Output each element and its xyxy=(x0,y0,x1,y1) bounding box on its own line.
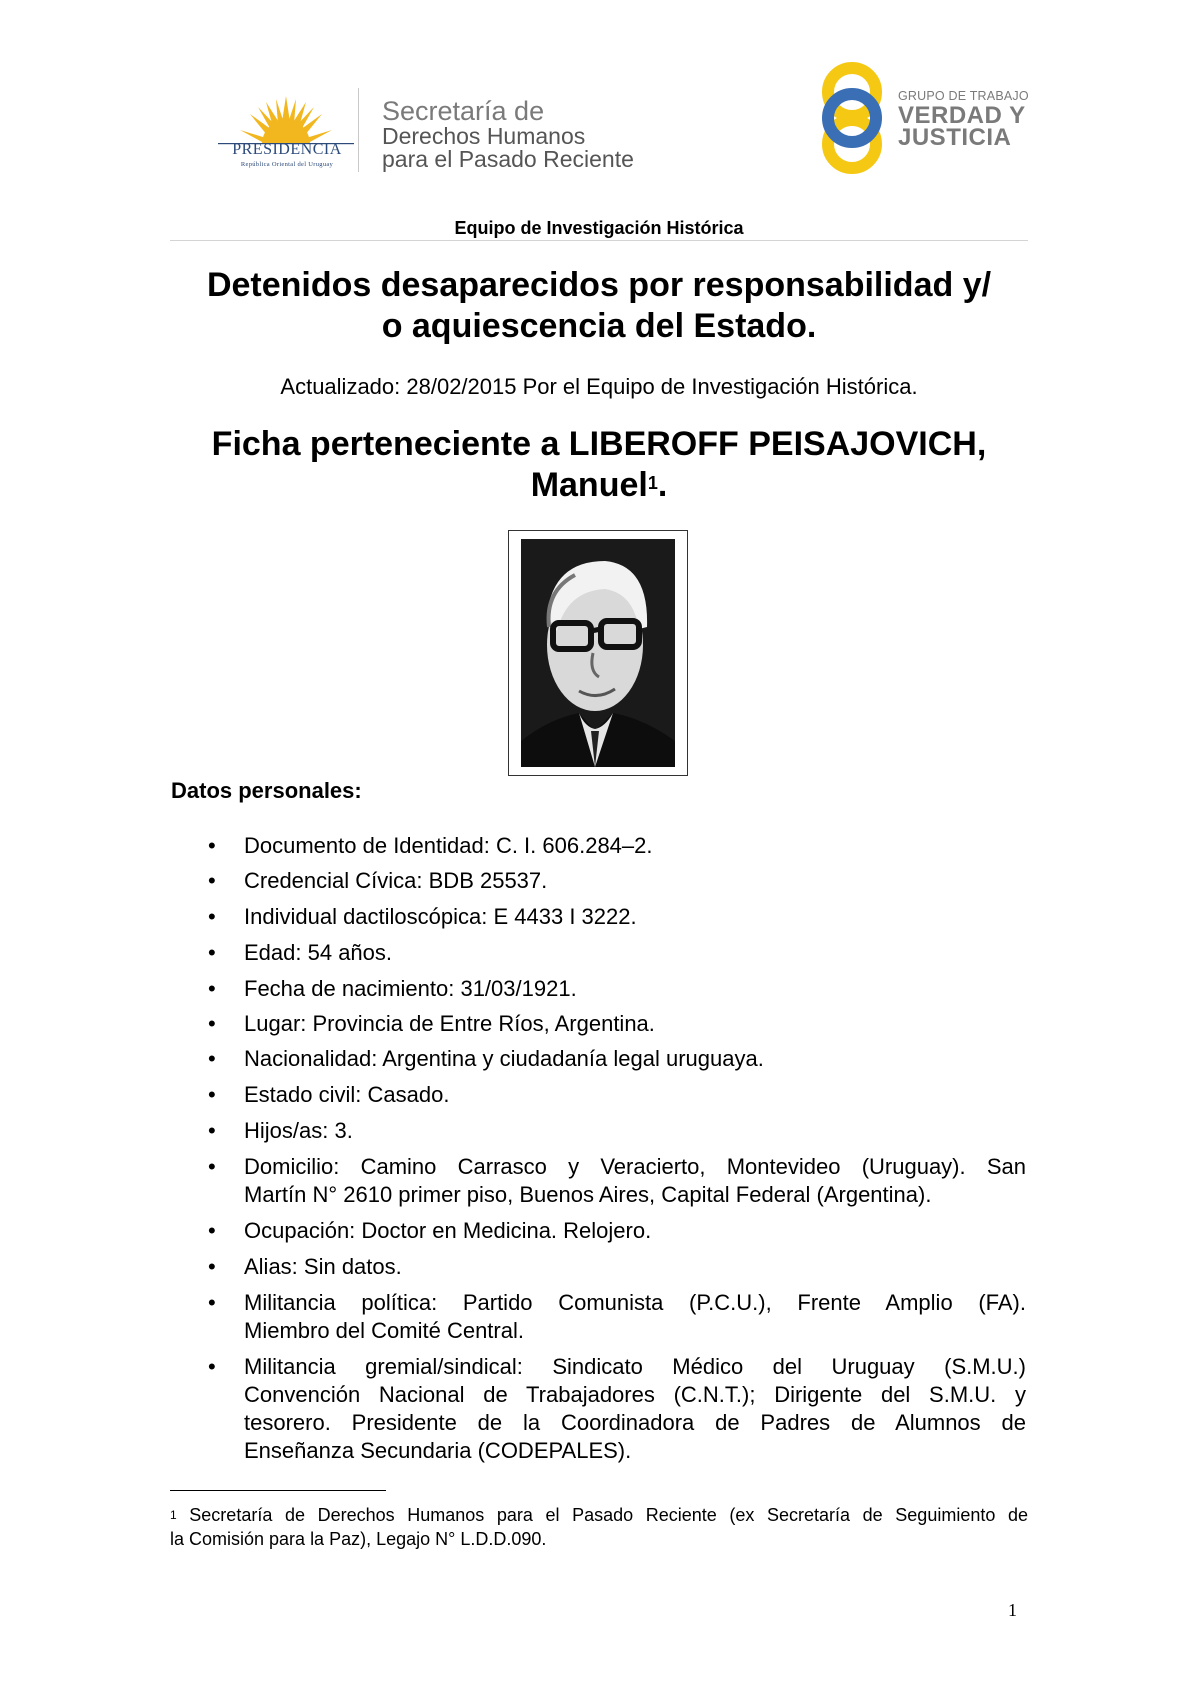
list-item-militancia-politica-line1: Militancia política: Partido Comunista (P.C.U.), Frente Amplio (FA). xyxy=(244,1290,1026,1315)
verdad-justicia-line3: JUSTICIA xyxy=(898,124,1012,151)
list-item-hijos: Hijos/as: 3. xyxy=(244,1118,353,1143)
footnote-line1 xyxy=(170,1502,1028,1529)
list-item-lugar: Lugar: Provincia de Entre Ríos, Argentina. xyxy=(244,1011,655,1036)
footnote-rule xyxy=(170,1490,386,1491)
verdad-justicia-line1: GRUPO DE TRABAJO xyxy=(898,89,1029,103)
ficha-period: . xyxy=(657,466,668,504)
list-item-militancia-gremial-line4: Enseñanza Secundaria (CODEPALES). xyxy=(244,1438,632,1463)
bullet-icon: • xyxy=(208,1290,216,1315)
list-item-militancia-gremial-line2: Convención Nacional de Trabajadores (C.N.T.); Dirigente del S.M.U. y xyxy=(244,1382,1026,1407)
bullet-icon: • xyxy=(208,976,216,1001)
list-item-credencial: Credencial Cívica: BDB 25537. xyxy=(244,868,548,893)
presidencia-subtitle: República Oriental del Uruguay xyxy=(240,161,334,168)
bullet-icon: • xyxy=(208,1011,216,1036)
ficha-name: Manuel xyxy=(530,466,648,504)
footnote-text: Secretaría de Derechos Humanos para el Pasado Reciente (ex Secretaría de Seguimiento de xyxy=(176,1505,1028,1525)
list-item-documento: Documento de Identidad: C. I. 606.284–2. xyxy=(244,833,653,858)
bullet-icon: • xyxy=(208,1082,216,1107)
ficha-title-line1: Ficha perteneciente a LIBEROFF PEISAJOVICH, xyxy=(211,425,987,463)
bullet-icon: • xyxy=(208,1046,216,1071)
bullet-icon: • xyxy=(208,1154,216,1179)
secretaria-title-line2: Derechos Humanos xyxy=(382,123,586,149)
page-number: 1 xyxy=(1008,1600,1017,1620)
list-item-militancia-politica-line2: Miembro del Comité Central. xyxy=(244,1318,524,1343)
list-item-alias: Alias: Sin datos. xyxy=(244,1254,402,1279)
updated-line: Actualizado: 28/02/2015 Por el Equipo de Investigación Histórica. xyxy=(280,374,918,399)
list-item-domicilio-line1: Domicilio: Camino Carrasco y Veracierto, Montevideo (Uruguay). San xyxy=(244,1154,1026,1179)
portrait-image-icon xyxy=(509,531,687,775)
list-item-estado-civil: Estado civil: Casado. xyxy=(244,1082,450,1107)
list-item-edad: Edad: 54 años. xyxy=(244,940,393,965)
main-title-line1: Detenidos desaparecidos por responsabilidad y/ xyxy=(206,266,992,304)
list-item-dactiloscopica: Individual dactiloscópica: E 4433 I 3222. xyxy=(244,904,637,929)
list-item-militancia-gremial-line1: Militancia gremial/sindical: Sindicato Médico del Uruguay (S.M.U.) xyxy=(244,1354,1026,1379)
list-item-fecha-nacimiento: Fecha de nacimiento: 31/03/1921. xyxy=(244,976,577,1001)
presidencia-wordmark: PRESIDENCIA xyxy=(232,141,342,158)
bullet-icon: • xyxy=(208,1218,216,1243)
secretaria-title-line1: Secretaría de xyxy=(382,96,545,126)
list-item-nacionalidad: Nacionalidad: Argentina y ciudadanía legal uruguaya. xyxy=(244,1046,764,1071)
portrait-photo xyxy=(508,530,688,776)
footnote-mark: 1 xyxy=(170,1508,177,1522)
bullet-icon: • xyxy=(208,1354,216,1379)
bullet-icon: • xyxy=(208,833,216,858)
bullet-icon: • xyxy=(208,1254,216,1279)
bullet-icon: • xyxy=(208,868,216,893)
list-item-domicilio-line2: Martín N° 2610 primer piso, Buenos Aires, Capital Federal (Argentina). xyxy=(244,1182,932,1207)
list-item-ocupacion: Ocupación: Doctor en Medicina. Relojero. xyxy=(244,1218,652,1243)
ficha-title-line2 xyxy=(170,465,1028,506)
bullet-icon: • xyxy=(208,904,216,929)
section-label: Datos personales: xyxy=(171,778,362,803)
bullet-icon: • xyxy=(208,940,216,965)
list-item-militancia-gremial-line3: tesorero. Presidente de la Coordinadora de Padres de Alumnos de xyxy=(244,1410,1026,1435)
verdad-justicia-line2: VERDAD Y xyxy=(898,102,1026,129)
footnote-line2: la Comisión para la Paz), Legajo N° L.D.D.090. xyxy=(170,1529,547,1549)
main-title-line2: o aquiescencia del Estado. xyxy=(381,307,817,345)
bullet-icon: • xyxy=(208,1118,216,1143)
team-heading: Equipo de Investigación Histórica xyxy=(454,218,744,238)
header-rule xyxy=(170,240,1028,241)
secretaria-title-line3: para el Pasado Reciente xyxy=(382,146,634,172)
footnote-ref: 1 xyxy=(647,473,658,493)
logo-divider xyxy=(358,88,359,172)
